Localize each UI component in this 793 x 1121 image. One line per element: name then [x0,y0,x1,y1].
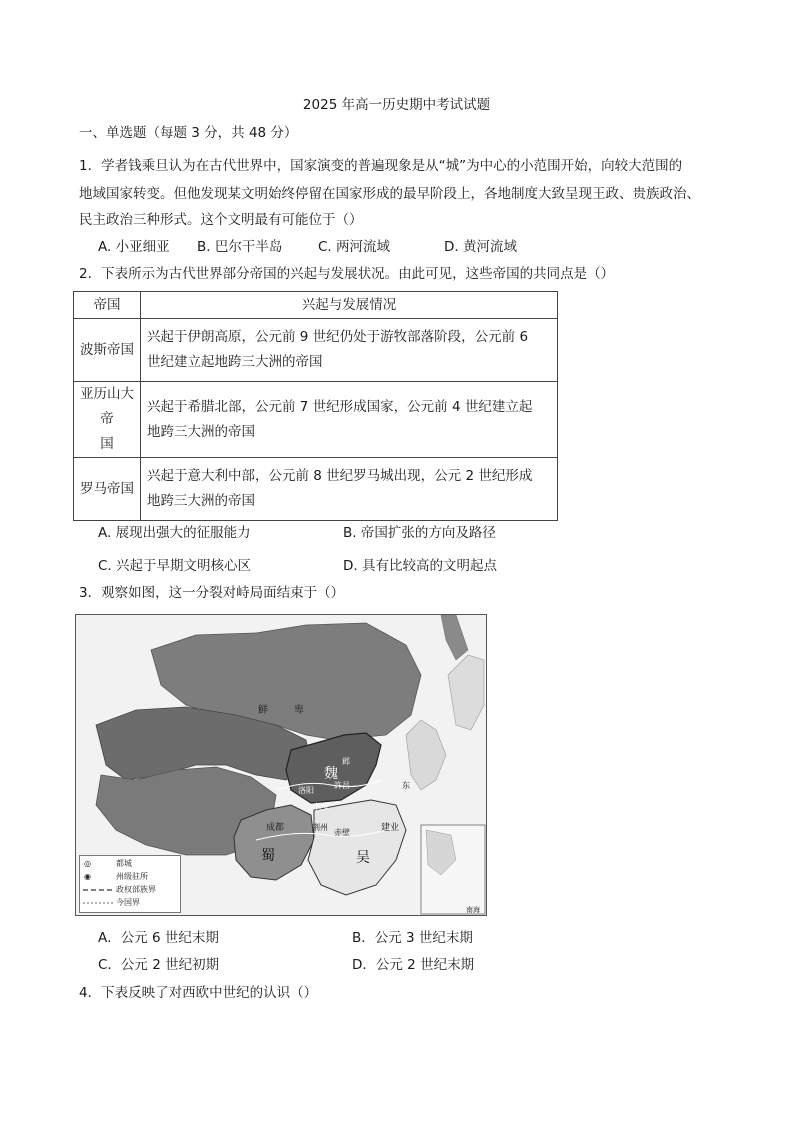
legend-national-border: 今国界 [116,898,140,907]
development-line: 兴起于意大利中部，公元前 8 世纪罗马城出现，公元 2 世纪形成 [147,468,533,484]
map-label-wei: 魏 [324,766,338,782]
legend-prefecture-icon: ◉ [84,872,91,881]
page-title: 2025 年高一历史期中考试试题 [302,97,491,113]
table-header-empire: 帝国 [74,292,141,319]
table-row [74,382,558,458]
q3-option-a: A．公元 6 世纪末期 [98,930,219,946]
map-label-jianye: 建业 [381,823,400,833]
q1-option-b: B. 巴尔干半岛 [197,239,283,255]
legend-boundary: 政权部族界 [116,885,156,894]
question-1-line-2: 地域国家转变。但他发现某文明始终停留在国家形成的最早阶段上，各地制度大致呈现王政、贵族政治、 [79,186,700,202]
map-label-jingzhou: 荆州 [312,823,328,832]
q2-option-c: C. 兴起于早期文明核心区 [98,558,252,574]
map-label-changan: 长安 [314,802,330,811]
empire-name: 亚历山大帝 [80,386,134,427]
table-header-row [74,292,558,319]
question-2-stem: 2．下表所示为古代世界部分帝国的兴起与发展状况。由此可见，这些帝国的共同点是（） [79,266,615,282]
map-label-xianbei-2: 卑 [294,705,304,716]
map-label-chengdu: 成都 [266,823,285,833]
empire-name: 波斯帝国 [80,341,134,358]
development-line: 地跨三大洲的帝国 [147,423,255,440]
development-line: 兴起于希腊北部，公元前 7 世纪形成国家，公元前 4 世纪建立起 [147,398,533,415]
question-3-stem: 3．观察如图，这一分裂对峙局面结束于（） [79,585,345,601]
table-cell-development [141,458,558,521]
table-cell-development [141,382,558,458]
q2-option-d: D. 具有比较高的文明起点 [343,558,497,574]
question-1-line-1: 1．学者钱乘旦认为在古代世界中，国家演变的普遍现象是从“城”为中心的小范围开始，向较大范围的 [79,158,683,174]
q3-option-c: C．公元 2 世纪初期 [98,957,220,973]
map-label-ye: 邺 [342,757,350,766]
q2-option-a: A. 展现出强大的征服能力 [98,525,251,541]
q1-option-a: A. 小亚细亚 [98,239,170,255]
legend-capital: 都城 [116,859,132,868]
legend-prefecture: 州级驻所 [116,872,148,881]
table-cell-empire [74,319,141,382]
legend-national-line [83,901,113,905]
q1-option-d: D. 黄河流域 [444,239,517,255]
map-label-nanhai: 南海 [466,906,480,914]
map-label-xuchang: 許昌 [334,781,350,790]
legend-boundary-line [83,888,113,892]
map-label-luoyang: 洛阳 [298,786,314,795]
q2-option-b: B. 帝国扩张的方向及路径 [343,525,496,541]
map-legend [79,855,181,913]
question-1-line-3: 民主政治三种形式。这个文明最有可能位于（） [79,212,363,228]
table-cell-development [141,319,558,382]
map-label-dong: 东 [402,781,410,790]
question-4-stem: 4．下表反映了对西欧中世纪的认识（） [79,985,318,1001]
table-row [74,458,558,521]
table-row [74,319,558,382]
map-label-chibi: 赤壁 [334,828,350,837]
map-label-wu: 吴 [356,850,370,866]
development-line: 兴起于伊朗高原，公元前 9 世纪仍处于游牧部落阶段，公元前 6 [147,329,529,345]
three-kingdoms-map [75,614,487,916]
empire-name: 国 [100,436,114,452]
empire-name: 罗马帝国 [80,480,134,497]
map-label-xianbei-1: 鲜 [258,705,268,716]
table-cell-empire [74,458,141,521]
table-header-development: 兴起与发展情况 [141,292,558,319]
development-line: 地跨三大洲的帝国 [147,493,255,509]
section-heading: 一、单选题（每题 3 分，共 48 分） [79,125,298,141]
q1-option-c: C. 两河流域 [318,239,391,255]
map-label-shu: 蜀 [261,848,275,864]
legend-capital-icon: ◎ [84,859,91,868]
empire-table [73,291,558,521]
development-line: 世纪建立起地跨三大洲的帝国 [147,354,323,370]
q3-option-b: B．公元 3 世纪末期 [352,930,473,946]
table-cell-empire [74,382,141,458]
q3-option-d: D．公元 2 世纪末期 [352,957,475,973]
